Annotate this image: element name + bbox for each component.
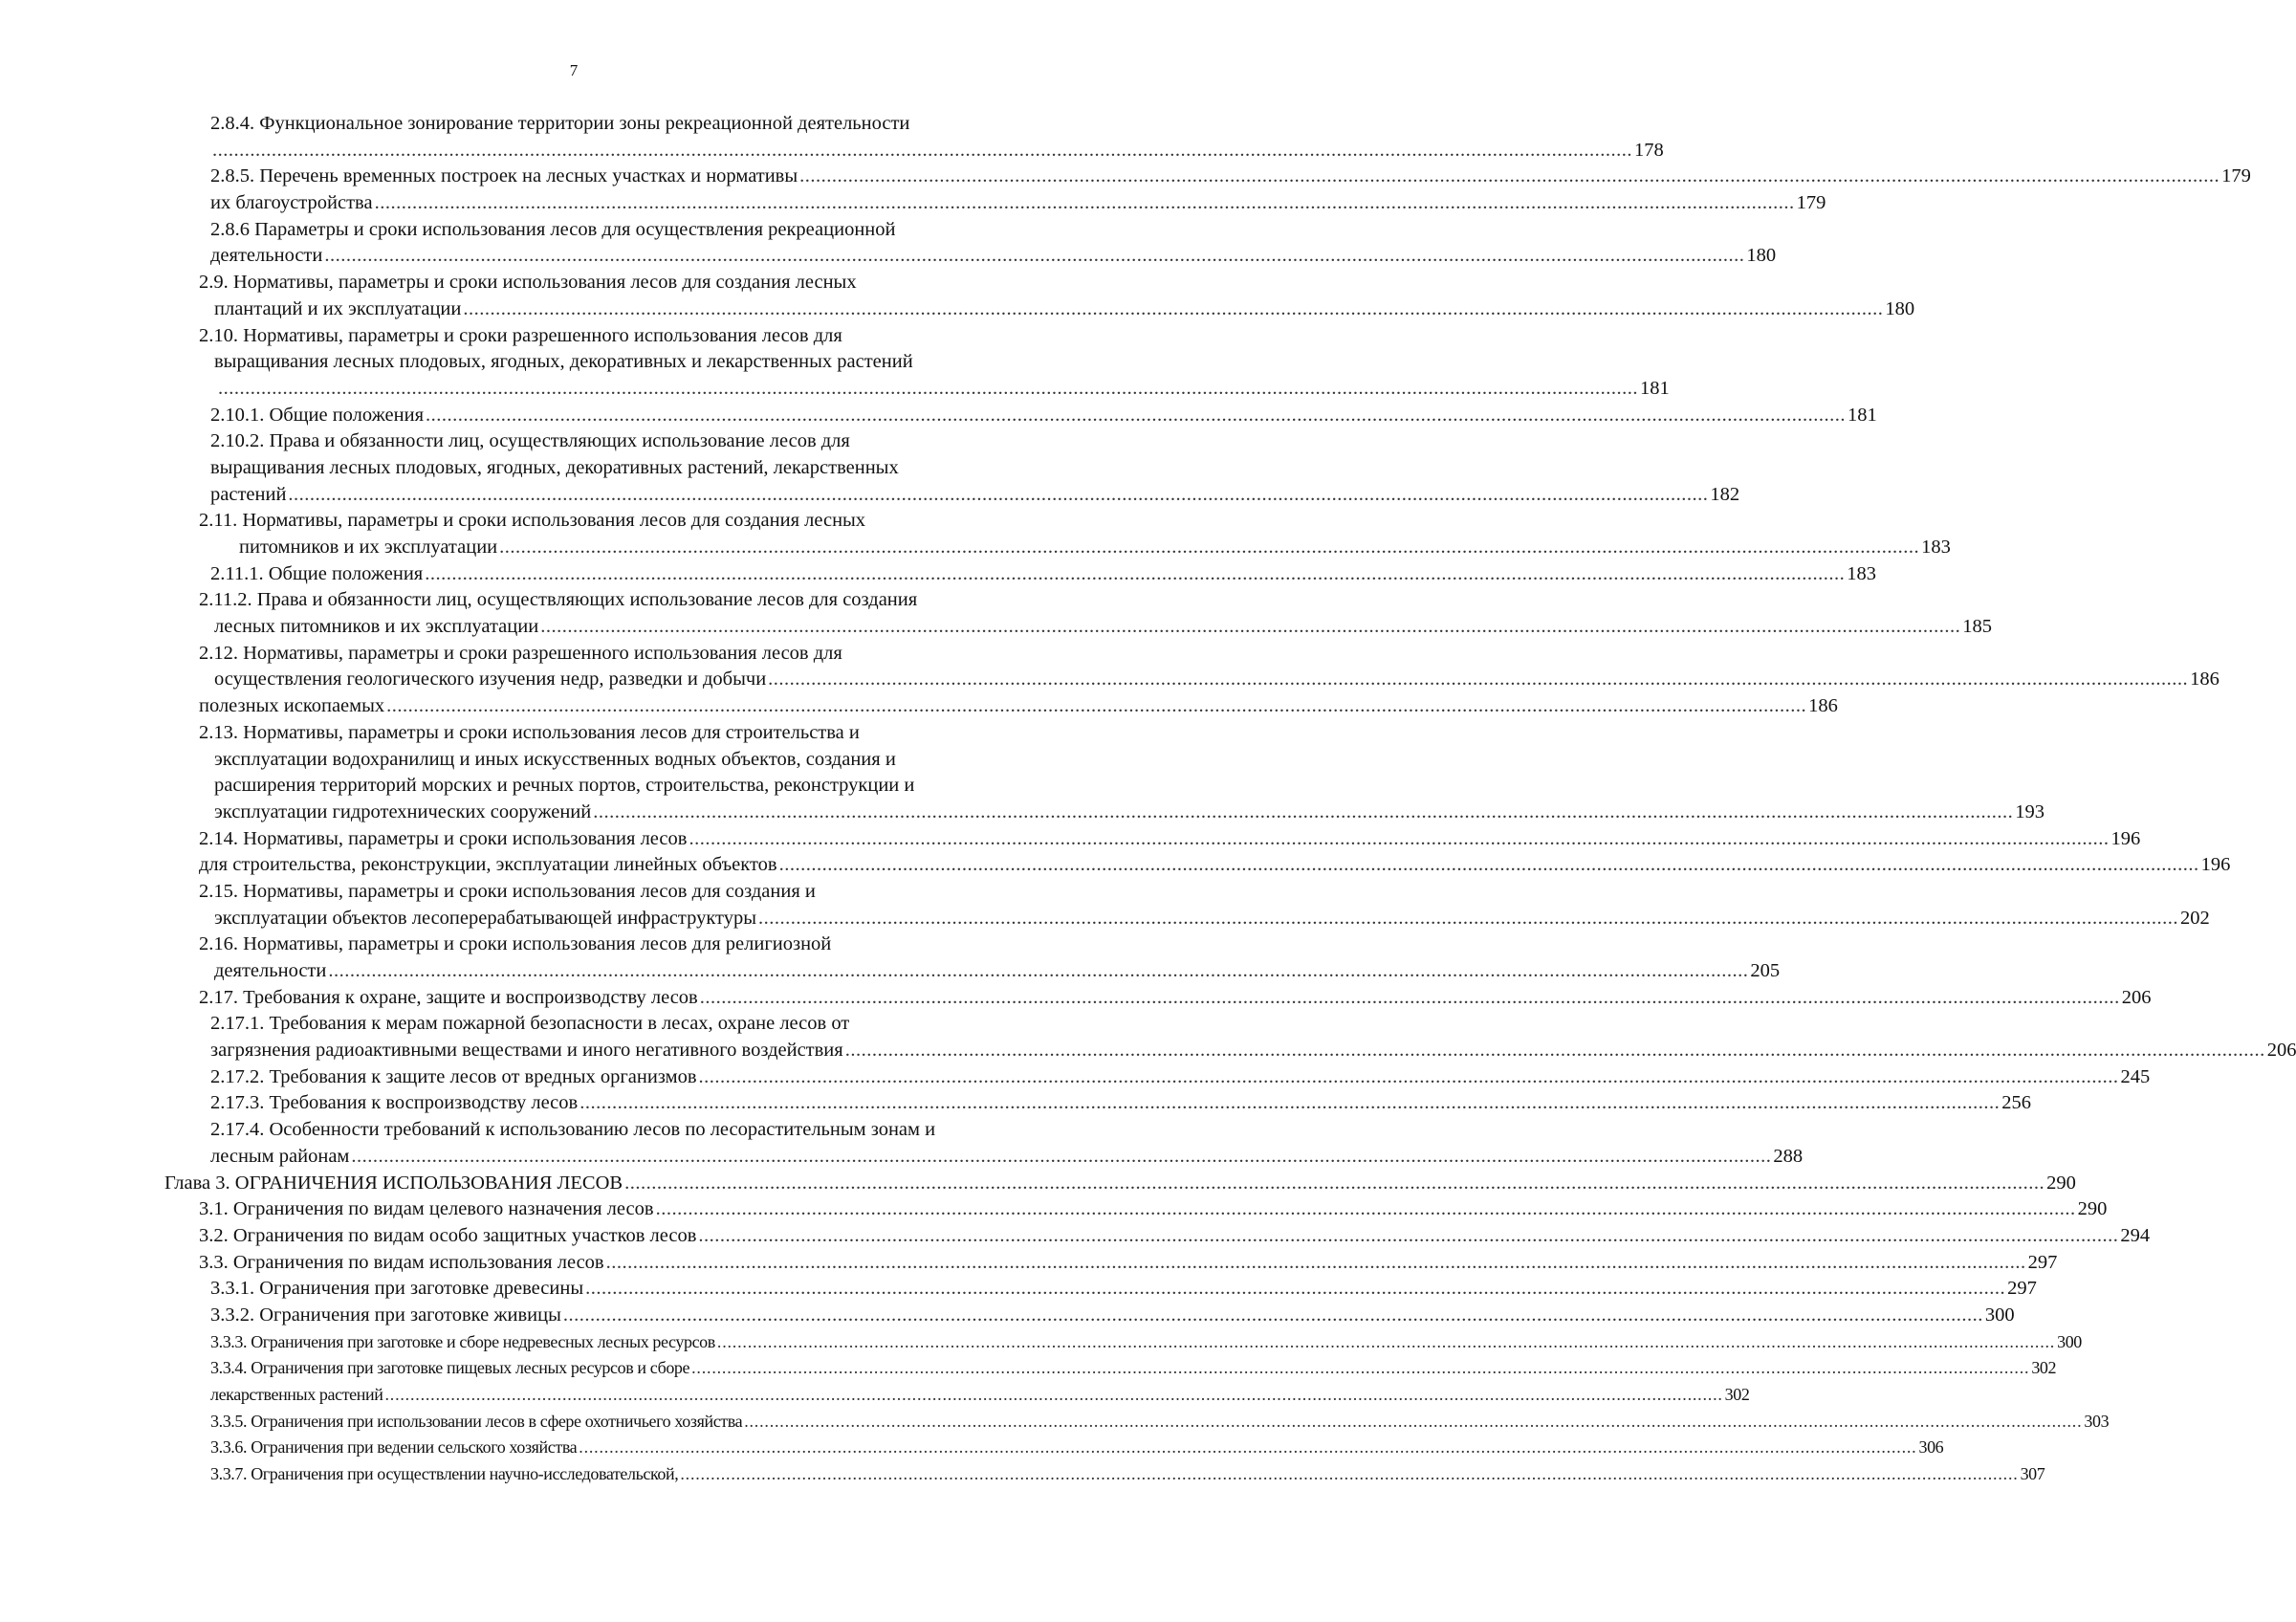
toc-page-number: 202 — [2180, 907, 2210, 929]
toc-entry-title: выращивания лесных плодовых, ягодных, декоративных и лекарственных растений — [214, 351, 913, 373]
toc-entry-title: 2.10.2. Права и обязанности лиц, осуществляющих использование лесов для — [210, 430, 850, 452]
toc-page-number: 179 — [2221, 165, 2251, 187]
toc-line — [0, 111, 1148, 138]
toc-line — [0, 932, 1148, 958]
toc-line — [0, 1382, 1750, 1409]
toc-line — [0, 482, 1740, 509]
toc-line — [0, 1223, 2151, 1250]
dot-leader — [768, 667, 2188, 693]
toc-entry-title: 3.3.3. Ограничения при заготовке и сборе недревесных лесных ресурсов — [210, 1331, 715, 1351]
dot-leader — [288, 482, 1708, 509]
toc-line — [0, 667, 2219, 693]
dot-leader — [375, 190, 1795, 217]
toc-entry-title: 3.3.1. Ограничения при заготовке древесины — [210, 1278, 584, 1300]
toc-entry-title: 2.17. Требования к охране, защите и воспроизводству лесов — [199, 986, 698, 1008]
dot-leader — [386, 693, 1806, 720]
toc-line — [0, 428, 1148, 455]
toc-page-number: 302 — [2031, 1358, 2057, 1378]
toc-entry-title: 2.17.3. Требования к воспроизводству лесов — [210, 1092, 579, 1114]
table-of-contents — [0, 111, 2296, 1488]
toc-line — [0, 1329, 2082, 1356]
toc-line — [0, 1196, 2108, 1223]
toc-line — [0, 693, 1838, 720]
toc-entry-title: питомников и их эксплуатации — [239, 537, 498, 558]
dot-leader — [606, 1250, 2026, 1277]
dot-leader — [425, 561, 1845, 588]
toc-page-number: 303 — [2084, 1411, 2110, 1431]
toc-page-number: 290 — [2046, 1172, 2076, 1194]
toc-page-number: 294 — [2120, 1224, 2151, 1246]
toc-entry-title: плантаций и их эксплуатации — [214, 297, 462, 319]
toc-line — [0, 614, 1992, 641]
toc-line — [0, 349, 1148, 376]
toc-line — [0, 190, 1826, 217]
dot-leader — [585, 1276, 2005, 1303]
toc-entry-title: 2.9. Нормативы, параметры и сроки использования лесов для создания лесных — [199, 272, 857, 294]
toc-page-number: 180 — [1885, 297, 1915, 319]
toc-page-number: 179 — [1796, 192, 1826, 214]
toc-line — [0, 852, 2231, 879]
toc-line — [0, 1171, 2076, 1197]
toc-line — [0, 1144, 1804, 1171]
toc-line — [0, 826, 2141, 853]
toc-line — [0, 747, 1148, 774]
toc-line — [0, 1303, 2015, 1329]
page-number: 7 — [569, 61, 579, 79]
toc-entry-title: 2.17.4. Особенности требований к использованию лесов по лесорастительным зонам и — [210, 1119, 936, 1141]
toc-line — [0, 1435, 1944, 1461]
toc-line — [0, 535, 1951, 561]
toc-line — [0, 561, 1876, 588]
toc-entry-title: лесным районам — [210, 1145, 350, 1167]
toc-page-number: 302 — [1724, 1385, 1750, 1404]
toc-page-number: 297 — [2007, 1278, 2037, 1300]
toc-page-number: 205 — [1750, 960, 1781, 981]
toc-entry-title: деятельности — [210, 245, 323, 267]
toc-entry-title: лесных питомников и их эксплуатации — [214, 616, 539, 638]
toc-entry-title: 2.16. Нормативы, параметры и сроки использования лесов для религиозной — [199, 933, 832, 955]
toc-line — [0, 1011, 1148, 1038]
toc-page-number: 180 — [1746, 245, 1777, 267]
toc-page-number: 186 — [1808, 695, 1838, 717]
toc-page-number: 193 — [2015, 800, 2045, 822]
dot-leader — [680, 1461, 2018, 1488]
toc-entry-title: их благоустройства — [210, 192, 373, 214]
toc-entry-title: 2.8.4. Функциональное зонирование территории зоны рекреационной деятельности — [210, 113, 910, 134]
dot-leader — [845, 1038, 2265, 1064]
toc-line — [0, 138, 1664, 164]
dot-leader — [698, 1223, 2118, 1250]
toc-entry-title: Глава 3. ОГРАНИЧЕНИЯ ИСПОЛЬЗОВАНИЯ ЛЕСОВ — [164, 1172, 623, 1194]
toc-line — [0, 641, 1148, 668]
toc-entry-title: 2.13. Нормативы, параметры и сроки использования лесов для строительства и — [199, 721, 860, 743]
dot-leader — [579, 1435, 1916, 1461]
toc-entry-title: 2.8.5. Перечень временных построек на лесных участках и нормативы — [210, 165, 798, 187]
dot-leader — [499, 535, 1919, 561]
dot-leader — [699, 1064, 2119, 1091]
toc-page-number: 256 — [2001, 1092, 2031, 1114]
dot-leader — [656, 1196, 2076, 1223]
toc-line — [0, 1064, 2151, 1091]
toc-page-number: 307 — [2020, 1464, 2045, 1484]
toc-line — [0, 1355, 2057, 1382]
dot-leader — [758, 906, 2178, 932]
toc-entry-title: 2.10.1. Общие положения — [210, 404, 424, 426]
toc-entry-title: осуществления геологического изучения недр, разведки и добычи — [214, 669, 767, 690]
dot-leader — [218, 376, 1638, 403]
toc-entry-title: 3.1. Ограничения по видам целевого назначения лесов — [199, 1198, 654, 1220]
toc-line — [0, 296, 1915, 323]
dot-leader — [744, 1409, 2082, 1436]
toc-line — [0, 1038, 2296, 1064]
toc-entry-title: расширения территорий морских и речных портов, строительства, реконструкции и — [214, 775, 915, 797]
toc-page-number: 290 — [2077, 1198, 2108, 1220]
toc-page-number: 183 — [1847, 562, 1876, 584]
toc-entry-title: эксплуатации гидротехнических сооружений — [214, 800, 592, 822]
dot-leader — [700, 985, 2120, 1012]
dot-leader — [351, 1144, 1771, 1171]
toc-line — [0, 1276, 2037, 1303]
dot-leader — [593, 800, 2013, 826]
toc-page-number: 183 — [1921, 537, 1951, 558]
toc-page-number: 300 — [1984, 1304, 2015, 1326]
toc-entry-title: 3.3.2. Ограничения при заготовке живицы — [210, 1304, 561, 1326]
dot-leader — [324, 243, 1744, 270]
toc-line — [0, 455, 1148, 482]
toc-line — [0, 906, 2210, 932]
toc-page-number: 181 — [1640, 377, 1670, 399]
dot-leader — [563, 1303, 1983, 1329]
toc-page-number: 288 — [1773, 1145, 1804, 1167]
toc-entry-title: 3.3.4. Ограничения при заготовке пищевых лесных ресурсов и сборе — [210, 1358, 690, 1378]
toc-line — [0, 376, 1670, 403]
toc-page-number: 245 — [2120, 1065, 2151, 1087]
toc-line — [0, 217, 1148, 244]
dot-leader — [579, 1090, 2000, 1117]
dot-leader — [799, 164, 2219, 190]
dot-leader — [328, 958, 1748, 985]
toc-line — [0, 270, 1148, 296]
toc-entry-title: полезных ископаемых — [199, 695, 385, 717]
toc-line — [0, 587, 1148, 614]
toc-entry-title: 2.11.1. Общие положения — [210, 562, 424, 584]
dot-leader — [779, 852, 2199, 879]
toc-page-number: 196 — [2200, 854, 2231, 876]
toc-entry-title: 3.2. Ограничения по видам особо защитных участков лесов — [199, 1224, 697, 1246]
toc-page-number: 206 — [2121, 986, 2152, 1008]
toc-entry-title: лекарственных растений — [210, 1385, 383, 1404]
dot-leader — [426, 403, 1846, 429]
toc-line — [0, 985, 2152, 1012]
toc-line — [0, 164, 2251, 190]
toc-entry-title: 2.14. Нормативы, параметры и сроки использования лесов — [199, 827, 688, 849]
toc-entry-title: загрязнения радиоактивными веществами и иного негативного воздействия — [210, 1040, 843, 1062]
toc-entry-title: 2.11.2. Права и обязанности лиц, осуществляющих использование лесов для создания — [199, 589, 918, 611]
toc-entry-title: для строительства, реконструкции, эксплуатации линейных объектов — [199, 854, 777, 876]
toc-entry-title: 3.3. Ограничения по видам использования лесов — [199, 1251, 604, 1273]
toc-entry-title: 3.3.5. Ограничения при использовании лесов в сфере охотничьего хозяйства — [210, 1411, 743, 1431]
dot-leader — [624, 1171, 2045, 1197]
toc-page-number: 178 — [1634, 139, 1664, 161]
toc-entry-title: 3.3.6. Ограничения при ведении сельского хозяйства — [210, 1437, 578, 1458]
toc-line — [0, 323, 1148, 350]
toc-line — [0, 1090, 2031, 1117]
toc-entry-title: растений — [210, 483, 287, 505]
toc-line — [0, 773, 1148, 800]
toc-line — [0, 243, 1777, 270]
dot-leader — [463, 296, 1883, 323]
toc-page-number: 196 — [2110, 827, 2141, 849]
toc-entry-title: 2.11. Нормативы, параметры и сроки использования лесов для создания лесных — [199, 510, 866, 532]
toc-entry-title: выращивания лесных плодовых, ягодных, декоративных растений, лекарственных — [210, 456, 899, 478]
toc-entry-title: деятельности — [214, 960, 327, 981]
toc-line — [0, 879, 1148, 906]
toc-page-number: 182 — [1710, 483, 1740, 505]
toc-line — [0, 403, 1877, 429]
toc-line — [0, 1409, 2110, 1436]
toc-line — [0, 720, 1148, 747]
dot-leader — [540, 614, 1960, 641]
toc-entry-title: 3.3.7. Ограничения при осуществлении научно-исследовательской, — [210, 1464, 679, 1484]
dot-leader — [212, 138, 1632, 164]
toc-entry-title: 2.17.1. Требования к мерам пожарной безопасности в лесах, охране лесов от — [210, 1013, 850, 1035]
toc-line — [0, 1117, 1148, 1144]
dot-leader — [384, 1382, 1722, 1409]
toc-entry-title: 2.10. Нормативы, параметры и сроки разрешенного использования лесов для — [199, 324, 842, 346]
toc-page-number: 297 — [2027, 1251, 2058, 1273]
toc-page-number: 186 — [2190, 669, 2219, 690]
toc-entry-title: 2.8.6 Параметры и сроки использования лесов для осуществления рекреационной — [210, 218, 896, 240]
dot-leader — [691, 1355, 2029, 1382]
toc-line — [0, 1461, 2045, 1488]
toc-page-number: 306 — [1918, 1437, 1944, 1458]
toc-page-number: 181 — [1848, 404, 1877, 426]
toc-line — [0, 508, 1148, 535]
toc-entry-title: эксплуатации объектов лесоперерабатывающей инфраструктуры — [214, 907, 756, 929]
toc-entry-title: 2.15. Нормативы, параметры и сроки использования лесов для создания и — [199, 880, 816, 902]
toc-line — [0, 958, 1781, 985]
toc-entry-title: 2.17.2. Требования к защите лесов от вредных организмов — [210, 1065, 697, 1087]
toc-line — [0, 1250, 2058, 1277]
toc-page-number: 206 — [2266, 1040, 2296, 1062]
dot-leader — [717, 1329, 2055, 1356]
toc-page-number: 185 — [1962, 616, 1992, 638]
toc-entry-title: эксплуатации водохранилищ и иных искусственных водных объектов, создания и — [214, 748, 896, 770]
toc-line — [0, 800, 2045, 826]
dot-leader — [689, 826, 2109, 853]
toc-entry-title: 2.12. Нормативы, параметры и сроки разрешенного использования лесов для — [199, 642, 842, 664]
toc-page-number: 300 — [2057, 1331, 2082, 1351]
